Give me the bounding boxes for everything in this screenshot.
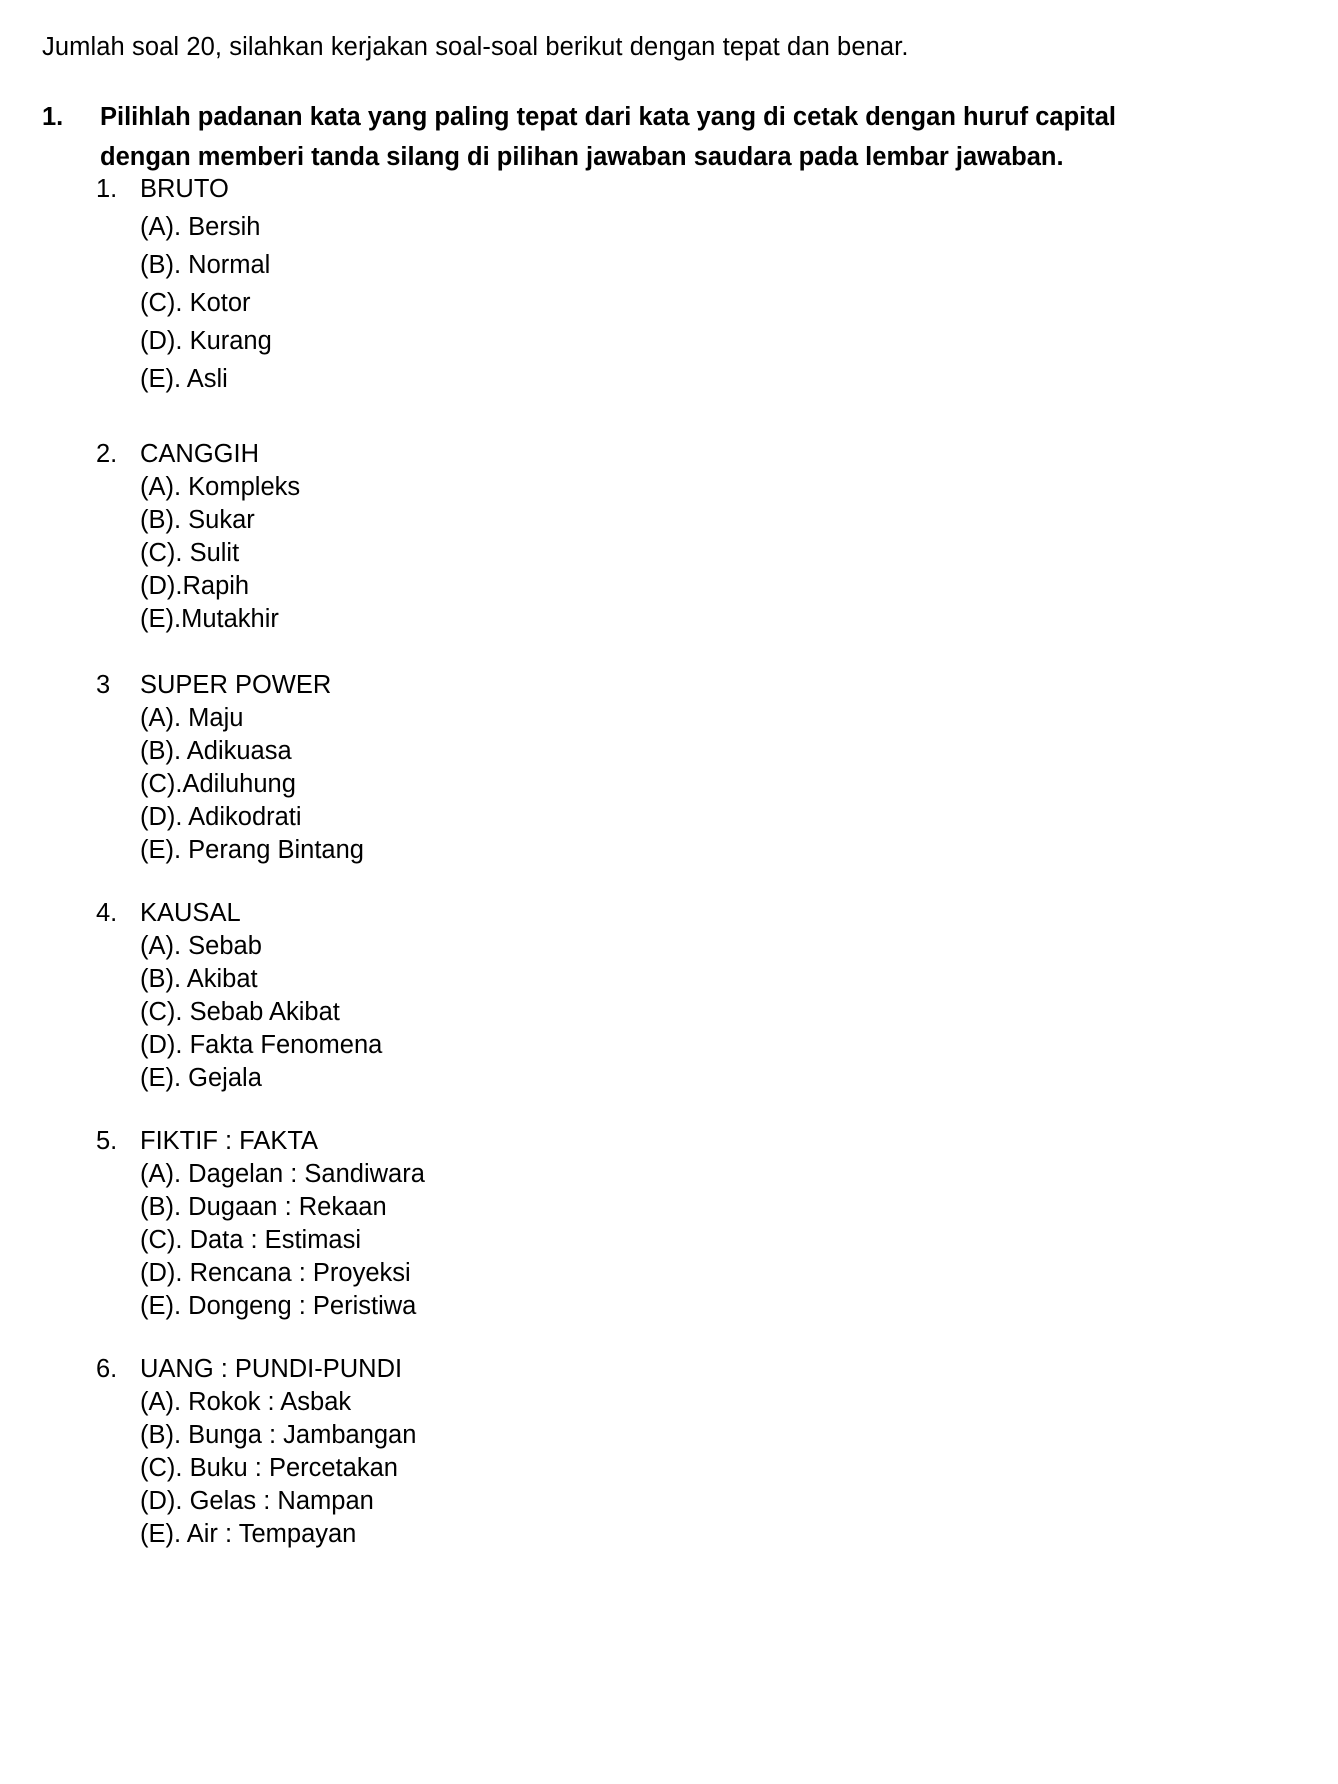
option-item[interactable]: (D). Fakta Fenomena [140,1031,383,1059]
option-item[interactable]: (C). Sulit [140,539,240,567]
option-item[interactable]: (C).Adiluhung [140,770,296,798]
option-item[interactable]: (B). Adikuasa [140,737,292,765]
question-header [96,438,1246,471]
option-list [96,930,1246,1095]
question-title: KAUSAL [140,899,241,927]
option-item[interactable]: (B). Akibat [140,965,258,993]
option-item[interactable]: (B). Sukar [140,506,255,534]
option-item[interactable]: (D).Rapih [140,572,250,600]
option-list [96,208,1246,398]
option-item[interactable]: (E). Dongeng : Peristiwa [140,1292,417,1320]
option-item[interactable]: (E).Mutakhir [140,605,279,633]
instruction-number: 1. [42,103,64,131]
option-item[interactable]: (D). Adikodrati [140,803,302,831]
instruction-block [42,97,1142,177]
question-spacer [96,398,1246,438]
question-number: 6. [96,1355,118,1383]
question-header [96,1353,1246,1386]
question-item [96,1125,1246,1323]
option-list [96,702,1246,867]
question-spacer [96,1095,1246,1125]
intro-text: Jumlah soal 20, silahkan kerjakan soal-soal berikut dengan tepat dan benar. [42,33,909,61]
question-header [96,897,1246,930]
question-number: 3 [96,671,111,699]
question-item [96,897,1246,1095]
option-list [96,471,1246,636]
instruction-text: Pilihlah padanan kata yang paling tepat dari kata yang di cetak dengan huruf capital dengan memberi tanda silang di pilihan jawaban saudara pada lembar jawaban. [100,103,1116,171]
option-item[interactable]: (D). Kurang [140,327,272,355]
option-item[interactable]: (C). Kotor [140,289,251,317]
option-item[interactable]: (C). Data : Estimasi [140,1226,362,1254]
question-number: 4. [96,899,118,927]
option-item[interactable]: (E). Gejala [140,1064,262,1092]
option-item[interactable]: (B). Normal [140,251,271,279]
question-spacer [96,867,1246,897]
option-item[interactable]: (A). Maju [140,704,244,732]
question-header [96,669,1246,702]
option-list [96,1158,1246,1323]
option-item[interactable]: (B). Bunga : Jambangan [140,1421,417,1449]
question-title: FIKTIF : FAKTA [140,1127,319,1155]
question-spacer [96,636,1246,669]
question-item [96,669,1246,867]
option-item[interactable]: (B). Dugaan : Rekaan [140,1193,387,1221]
question-title: UANG : PUNDI-PUNDI [140,1355,403,1383]
question-number: 2. [96,440,118,468]
option-item[interactable]: (A). Dagelan : Sandiwara [140,1160,425,1188]
option-item[interactable]: (A). Bersih [140,213,261,241]
question-spacer [96,1323,1246,1353]
option-item[interactable]: (E). Air : Tempayan [140,1520,357,1548]
question-header [96,170,1246,208]
option-item[interactable]: (D). Rencana : Proyeksi [140,1259,411,1287]
option-item[interactable]: (E). Asli [140,365,228,393]
question-title: CANGGIH [140,440,260,468]
option-item[interactable]: (C). Sebab Akibat [140,998,340,1026]
question-title: SUPER POWER [140,671,332,699]
question-number: 5. [96,1127,118,1155]
question-title: BRUTO [140,175,229,203]
instruction-row [42,97,1142,177]
option-item[interactable]: (C). Buku : Percetakan [140,1454,398,1482]
option-item[interactable]: (E). Perang Bintang [140,836,364,864]
question-item [96,1353,1246,1551]
option-item[interactable]: (A). Kompleks [140,473,301,501]
question-number: 1. [96,175,118,203]
option-item[interactable]: (D). Gelas : Nampan [140,1487,374,1515]
option-list [96,1386,1246,1551]
question-item [96,438,1246,636]
question-list [96,170,1246,1551]
question-header [96,1125,1246,1158]
question-item [96,170,1246,398]
option-item[interactable]: (A). Sebab [140,932,262,960]
option-item[interactable]: (A). Rokok : Asbak [140,1388,352,1416]
